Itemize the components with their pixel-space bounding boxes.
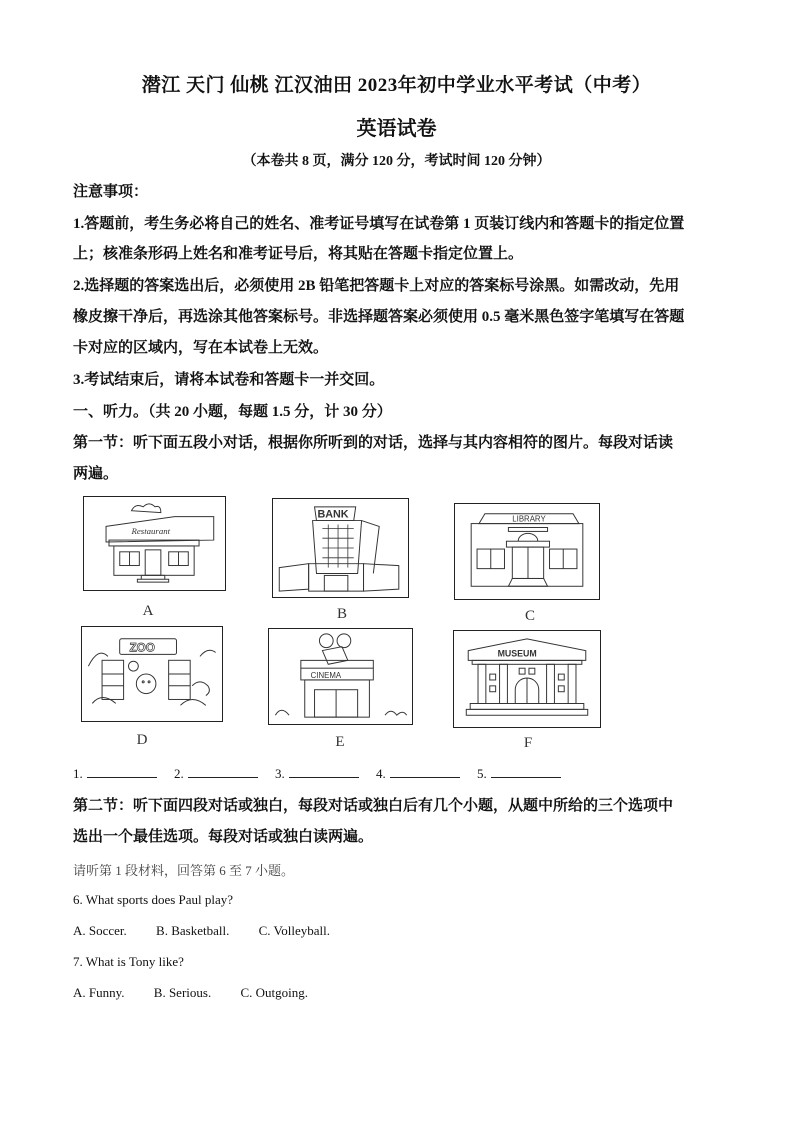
answer-blank-5[interactable]: 5. xyxy=(477,765,561,782)
material1-note: 请听第 1 段材料，回答第 6 至 7 小题。 xyxy=(73,863,295,878)
question-6-option-b[interactable]: B. Basketball. xyxy=(156,923,230,938)
exam-info: （本卷共 8 页，满分 120 分，考试时间 120 分钟） xyxy=(242,154,551,169)
question-6-option-a[interactable]: A. Soccer. xyxy=(73,923,127,938)
exam-subtitle: 英语试卷 xyxy=(356,118,437,140)
note-2-line-2: 橡皮擦干净后，再选涂其他答案标号。非选择题答案必须使用 0.5 毫米黑色签字笔填写在答题 xyxy=(73,309,685,325)
section2-line-1: 第二节：听下面四段对话或独白，每段对话或独白后有几个小题，从题中所给的三个选项中 xyxy=(73,798,674,814)
svg-text:ZOO: ZOO xyxy=(129,641,155,655)
zoo-icon xyxy=(82,627,222,721)
bank-picture xyxy=(272,498,409,598)
exam-title: 潜江 天门 仙桃 江汉油田 2023年初中学业水平考试（中考） xyxy=(141,75,652,96)
note-3: 3.考试结束后，请将本试卷和答题卡一并交回。 xyxy=(73,372,385,388)
library-icon xyxy=(455,504,599,599)
cinema-picture xyxy=(268,628,413,725)
note-1-line-1: 1.答题前，考生务必将自己的姓名、准考证号填写在试卷第 1 页装订线内和答题卡的指定位置 xyxy=(73,216,685,232)
section2-line-2: 选出一个最佳选项。每段对话或独白读两遍。 xyxy=(73,829,374,845)
svg-text:LIBRARY: LIBRARY xyxy=(512,514,546,524)
note-2-line-1: 2.选择题的答案选出后，必须使用 2B 铅笔把答题卡上对应的答案标号涂黑。如需改动，先用 xyxy=(73,278,680,294)
svg-text:BANK: BANK xyxy=(317,508,349,521)
library-picture xyxy=(454,503,600,600)
svg-text:Restaurant: Restaurant xyxy=(131,526,171,537)
section1-line-2: 两遍。 xyxy=(73,466,119,482)
question-7-stem: 7. What is Tony like? xyxy=(73,954,184,969)
answer-blank-4[interactable]: 4. xyxy=(376,765,460,782)
museum-icon xyxy=(454,631,600,727)
note-2-line-3: 卡对应的区域内，写在本试卷上无效。 xyxy=(73,340,329,356)
restaurant-picture xyxy=(83,496,226,591)
svg-text:CINEMA: CINEMA xyxy=(310,670,342,680)
svg-text:MUSEUM: MUSEUM xyxy=(497,648,537,659)
question-7-option-c[interactable]: C. Outgoing. xyxy=(240,985,308,1000)
notes-heading: 注意事项： xyxy=(73,184,149,200)
part1-heading: 一、听力。（共 20 小题，每题 1.5 分，计 30 分） xyxy=(73,404,392,420)
cinema-icon xyxy=(269,629,412,724)
museum-picture xyxy=(453,630,601,728)
picture-label-c: C xyxy=(524,608,535,624)
picture-label-e: E xyxy=(335,734,345,750)
question-6-stem: 6. What sports does Paul play? xyxy=(73,892,234,907)
answer-blank-3[interactable]: 3. xyxy=(275,765,359,782)
answer-blank-2[interactable]: 2. xyxy=(174,765,258,782)
picture-label-d: D xyxy=(136,732,148,748)
bank-icon xyxy=(273,499,408,597)
question-6-option-c[interactable]: C. Volleyball. xyxy=(258,923,330,938)
zoo-picture xyxy=(81,626,223,722)
restaurant-icon xyxy=(84,497,225,590)
note-1-line-2: 上；核准条形码上姓名和准考证号后，将其贴在答题卡指定位置上。 xyxy=(73,246,524,262)
answer-blank-1[interactable]: 1. xyxy=(73,765,157,782)
picture-label-a: A xyxy=(142,603,154,619)
picture-label-b: B xyxy=(336,606,347,622)
section1-line-1: 第一节：听下面五段小对话，根据你所听到的对话，选择与其内容相符的图片。每段对话读 xyxy=(73,435,674,451)
question-7-option-b[interactable]: B. Serious. xyxy=(153,985,212,1000)
question-6-options xyxy=(73,923,356,939)
answer-blanks xyxy=(73,765,575,782)
question-7-options xyxy=(73,985,334,1001)
question-7-option-a[interactable]: A. Funny. xyxy=(73,985,125,1000)
picture-label-f: F xyxy=(523,735,533,751)
